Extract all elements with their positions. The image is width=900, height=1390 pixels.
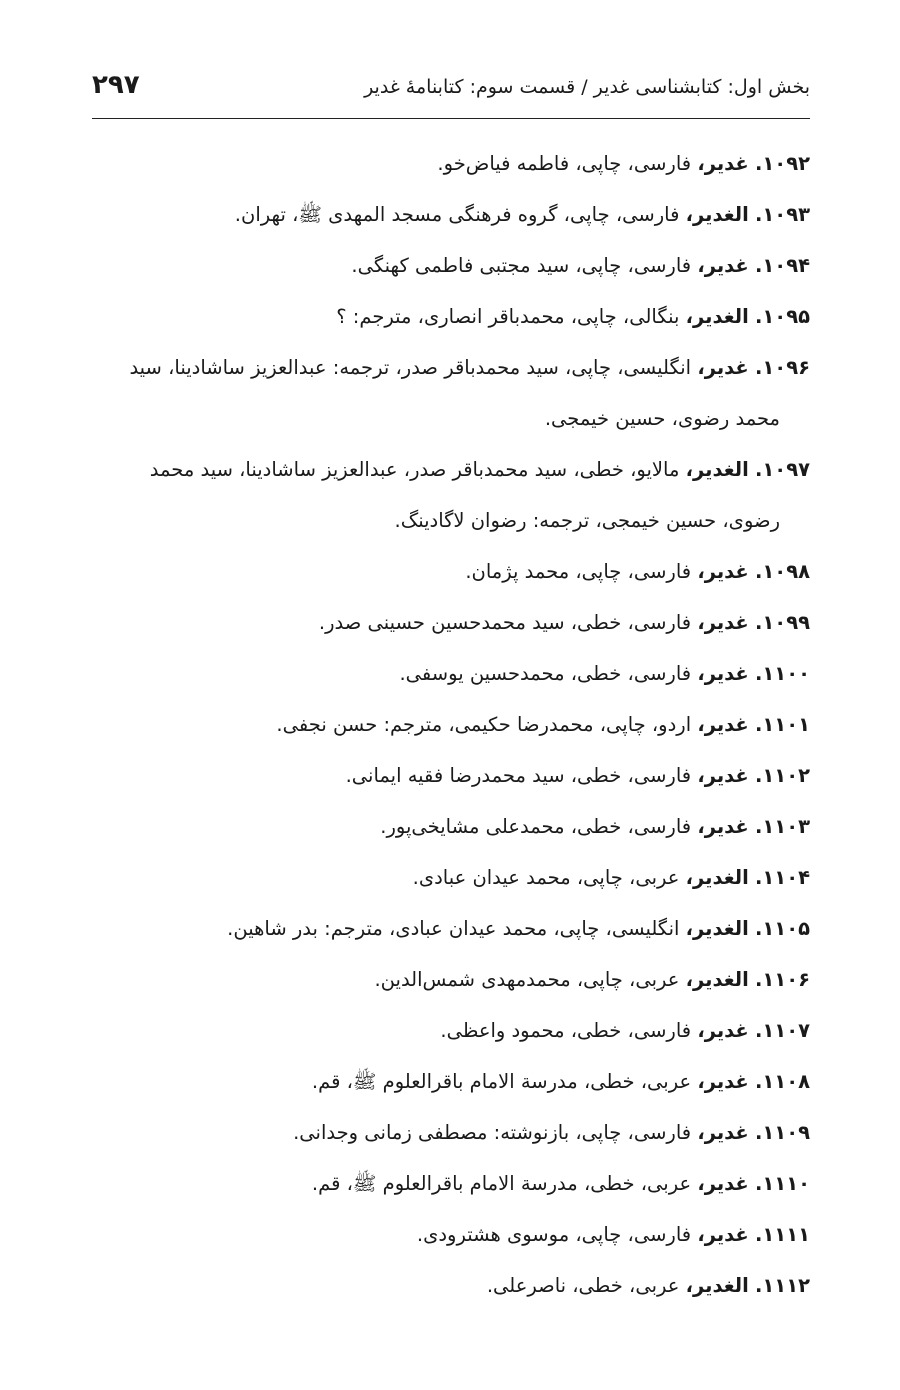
entry-title: غدیر، [697, 152, 749, 175]
entry-details: فارسی، چاپی، بازنوشته: مصطفی زمانی وجدانی. [293, 1121, 698, 1144]
list-item [90, 852, 810, 903]
entry-details: بنگالی، چاپی، محمدباقر انصاری، مترجم: ؟ [336, 305, 686, 328]
entry-number: ۱۱۰۵. [754, 917, 810, 940]
entry-title: الغدیر، [685, 458, 749, 481]
entry-number: ۱۱۰۱. [754, 713, 810, 736]
entry-details: فارسی، خطی، محمدعلی مشایخی‌پور. [380, 815, 698, 838]
entry-details: فارسی، خطی، سید محمدرضا فقیه ایمانی. [345, 764, 698, 787]
entry-details: انگلیسی، چاپی، سید محمدباقر صدر، ترجمه: عبدالعزیز ساشادینا، سید محمد رضوی، حسین خیمجی. [129, 356, 780, 430]
list-item [90, 648, 810, 699]
entry-title: غدیر، [697, 254, 749, 277]
entry-title: غدیر، [697, 1121, 749, 1144]
entry-details: فارسی، چاپی، فاطمه فیاض‌خو. [437, 152, 698, 175]
entry-details: فارسی، خطی، محمود واعظی. [440, 1019, 698, 1042]
entry-number: ۱۱۱۰. [754, 1172, 810, 1195]
entry-title: غدیر، [697, 764, 749, 787]
list-item [90, 801, 810, 852]
entry-number: ۱۰۹۶. [754, 356, 810, 379]
entry-title: الغدیر، [685, 305, 749, 328]
entry-title: غدیر، [697, 560, 749, 583]
entry-details: فارسی، چاپی، سید مجتبی فاطمی کهنگی. [351, 254, 698, 277]
list-item [90, 240, 810, 291]
entry-number: ۱۱۰۷. [754, 1019, 810, 1042]
list-item [90, 342, 810, 444]
entry-title: الغدیر، [685, 917, 749, 940]
entry-details: انگلیسی، چاپی، محمد عیدان عبادی، مترجم: بدر شاهین. [227, 917, 686, 940]
entry-details: عربی، خطی، مدرسة الامام باقرالعلوم ﷺ، قم. [311, 1070, 698, 1093]
entry-title: غدیر، [697, 713, 749, 736]
entry-details: فارسی، چاپی، گروه فرهنگی مسجد المهدی ﷺ، تهران. [234, 203, 686, 226]
entry-number: ۱۰۹۸. [754, 560, 810, 583]
entry-number: ۱۰۹۹. [754, 611, 810, 634]
entry-details: عربی، چاپی، محمدمهدی شمس‌الدین. [374, 968, 686, 991]
entry-title: الغدیر، [685, 968, 749, 991]
entry-title: غدیر، [697, 1223, 749, 1246]
entry-number: ۱۰۹۳. [754, 203, 810, 226]
entry-title: غدیر، [697, 662, 749, 685]
list-item [90, 1158, 810, 1209]
list-item [90, 291, 810, 342]
entry-title: غدیر، [697, 356, 749, 379]
entry-title: الغدیر، [685, 203, 749, 226]
entry-number: ۱۱۰۲. [754, 764, 810, 787]
entry-title: الغدیر، [685, 866, 749, 889]
list-item [90, 1260, 810, 1311]
entry-details: فارسی، چاپی، موسوی هشترودی. [416, 1223, 698, 1246]
entry-details: فارسی، چاپی، محمد پژمان. [465, 560, 698, 583]
entry-number: ۱۱۰۴. [754, 866, 810, 889]
list-item [90, 597, 810, 648]
entry-details: فارسی، خطی، سید محمدحسین حسینی صدر. [318, 611, 698, 634]
bibliography-list [90, 138, 810, 1311]
entry-title: غدیر، [697, 611, 749, 634]
entry-title: غدیر، [697, 815, 749, 838]
entry-number: ۱۰۹۷. [754, 458, 810, 481]
entry-title: غدیر، [697, 1019, 749, 1042]
entry-number: ۱۱۰۹. [754, 1121, 810, 1144]
entry-details: عربی، چاپی، محمد عیدان عبادی. [412, 866, 686, 889]
entry-number: ۱۱۱۱. [754, 1223, 810, 1246]
entry-number: ۱۰۹۲. [754, 152, 810, 175]
entry-number: ۱۱۰۶. [754, 968, 810, 991]
list-item [90, 903, 810, 954]
entry-number: ۱۱۰۳. [754, 815, 810, 838]
list-item [90, 444, 810, 546]
list-item [90, 750, 810, 801]
entry-number: ۱۱۰۰. [754, 662, 810, 685]
entry-details: اردو، چاپی، محمدرضا حکیمی، مترجم: حسن نجفی. [276, 713, 698, 736]
list-item [90, 699, 810, 750]
list-item [90, 954, 810, 1005]
list-item [90, 1005, 810, 1056]
entry-number: ۱۱۱۲. [754, 1274, 810, 1297]
list-item [90, 546, 810, 597]
entry-details: عربی، خطی، مدرسة الامام باقرالعلوم ﷺ، قم. [311, 1172, 698, 1195]
entry-title: الغدیر، [685, 1274, 749, 1297]
entry-details: فارسی، خطی، محمدحسین یوسفی. [399, 662, 698, 685]
entry-details: مالایو، خطی، سید محمدباقر صدر، عبدالعزیز ساشادینا، سید محمد رضوی، حسین خیمجی، ترجمه: رضوان لاگادینگ. [149, 458, 780, 532]
list-item [90, 1107, 810, 1158]
entry-title: غدیر، [697, 1172, 749, 1195]
entry-details: عربی، خطی، ناصرعلی. [486, 1274, 686, 1297]
page-number: ۲۹۷ [92, 70, 140, 100]
running-title: بخش اول: کتابشناسی غدیر / قسمت سوم: کتابنامهٔ غدیر [364, 76, 810, 98]
list-item [90, 1056, 810, 1107]
entry-title: غدیر، [697, 1070, 749, 1093]
entry-number: ۱۰۹۵. [754, 305, 810, 328]
entry-number: ۱۱۰۸. [754, 1070, 810, 1093]
list-item [90, 189, 810, 240]
list-item [90, 1209, 810, 1260]
page-header [92, 66, 810, 119]
list-item [90, 138, 810, 189]
entry-number: ۱۰۹۴. [754, 254, 810, 277]
